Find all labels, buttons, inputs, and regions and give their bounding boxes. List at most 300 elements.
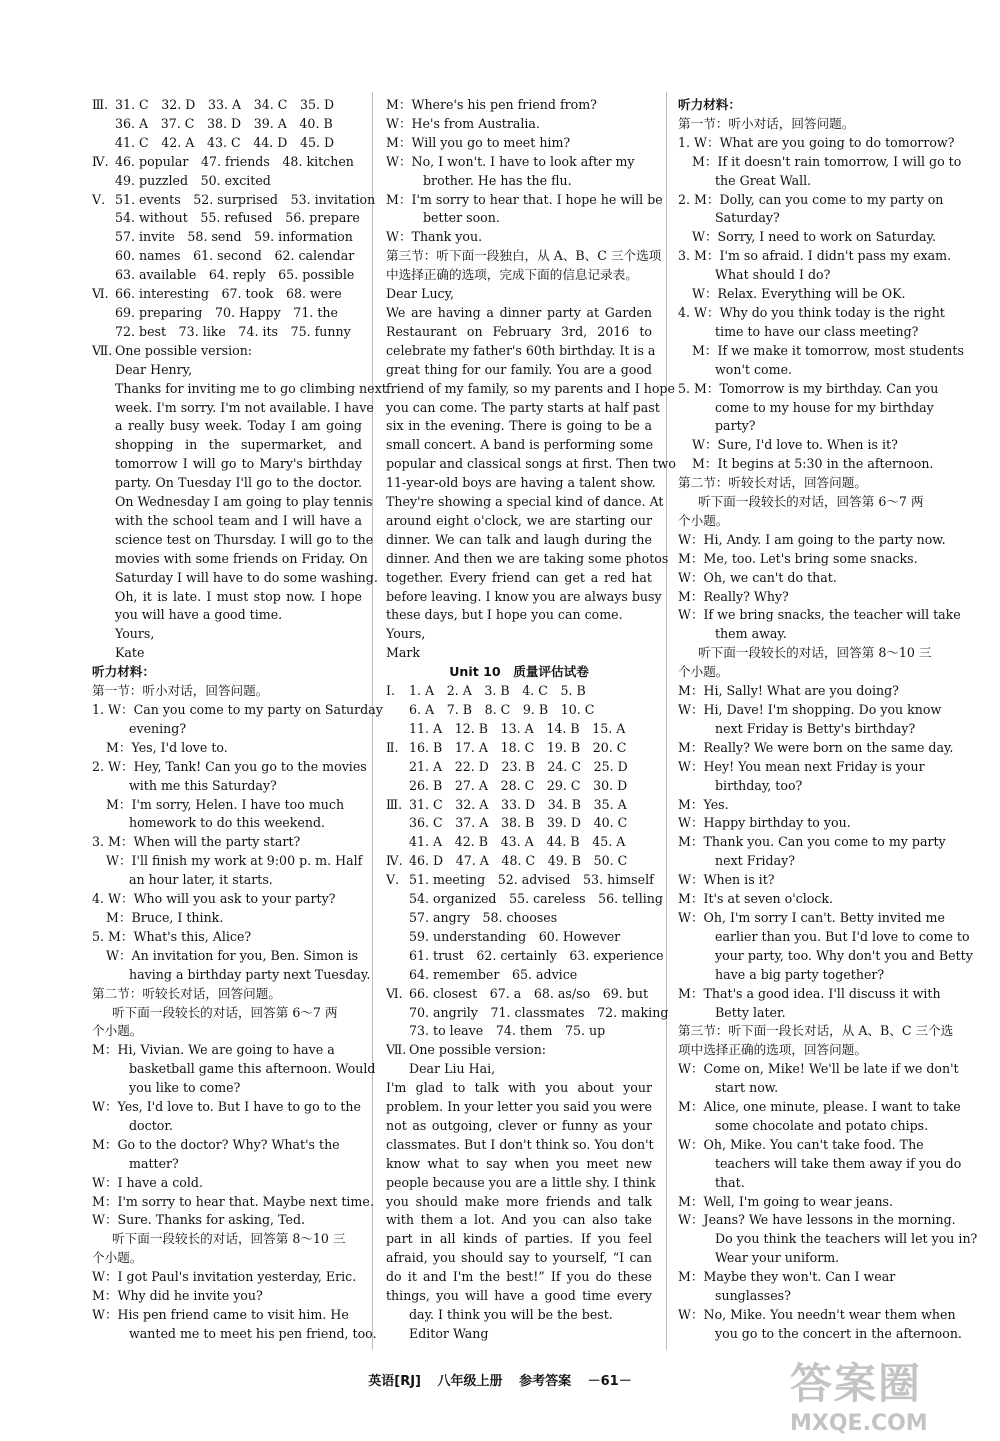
- line-text: Why do you think today is the right: [719, 304, 945, 320]
- text-line: [678, 531, 946, 550]
- line-text: that.: [715, 1174, 745, 1190]
- line-text: 个小题。: [92, 1023, 143, 1039]
- line-label: W：: [678, 531, 704, 547]
- line-text: 66. interesting 67. took 68. were: [115, 286, 342, 302]
- line-text: I'll finish my work at 9:00 p. m. Half: [131, 853, 363, 869]
- line-text: doctor.: [129, 1117, 173, 1133]
- text-line: [678, 1022, 954, 1041]
- text-line: [678, 871, 946, 890]
- text-line: [92, 361, 362, 380]
- line-text: Oh, I'm sorry I can't. Betty invited me: [703, 909, 945, 925]
- text-line: [92, 380, 387, 399]
- text-line: [92, 550, 368, 569]
- line-text: Hi, Sally! What are you doing?: [703, 683, 899, 699]
- text-line: [92, 1249, 362, 1268]
- text-line: [678, 663, 946, 682]
- line-text: If we bring snacks, the teacher will take: [703, 607, 961, 623]
- line-text: 听下面一段较长的对话，回答第 6～7 两: [698, 494, 924, 510]
- text-line: [386, 247, 662, 266]
- text-line: [386, 172, 652, 191]
- text-line: [386, 1155, 652, 1174]
- line-text: Thank you.: [411, 229, 483, 245]
- line-text: What are you going to do tomorrow?: [719, 134, 955, 150]
- line-text: Hey, Tank! Can you go to the movies: [133, 758, 367, 774]
- text-line: [92, 701, 383, 720]
- line-text: party?: [715, 418, 756, 434]
- line-text: 个小题。: [678, 664, 729, 680]
- text-line: [386, 569, 652, 588]
- text-line: [386, 266, 652, 285]
- line-label: W：: [386, 115, 412, 131]
- text-line: [678, 474, 946, 493]
- line-label: W：: [92, 1212, 118, 1228]
- text-line: [678, 644, 946, 663]
- text-line: [678, 493, 946, 512]
- line-text: If it doesn't rain tomorrow, I will go to: [717, 153, 962, 169]
- text-line: [92, 1117, 362, 1136]
- line-text: matter?: [129, 1155, 179, 1171]
- line-text: these days, but I hope you can come.: [386, 607, 623, 623]
- text-line: [92, 1041, 362, 1060]
- line-text: small concert. A band is performing some: [386, 437, 654, 453]
- watermark-logo: [790, 1351, 980, 1436]
- text-line: [678, 625, 946, 644]
- text-line: [678, 852, 946, 871]
- text-line: [92, 1287, 362, 1306]
- line-text: I'm sorry to hear that. Maybe next time.: [117, 1193, 374, 1209]
- text-line: [386, 512, 652, 531]
- line-label: M：: [678, 588, 704, 604]
- line-text: 57. invite 58. send 59. information: [115, 229, 353, 245]
- text-line: [386, 455, 676, 474]
- text-line: [92, 1155, 362, 1174]
- text-line: [386, 399, 660, 418]
- line-text: have a big party together?: [715, 966, 885, 982]
- line-text: 26. B 27. A 28. C 29. C 30. D: [409, 777, 628, 793]
- text-line: [678, 285, 946, 304]
- line-text: dinner. And then we are taking some photos: [386, 550, 669, 566]
- line-text: Dear Lucy,: [386, 286, 455, 302]
- line-label: 5. M：: [92, 928, 134, 944]
- text-line: [678, 588, 946, 607]
- line-text: 11-year-old boys are having a talent show.: [386, 475, 656, 491]
- line-label: W：: [678, 1212, 704, 1228]
- text-line: [678, 1230, 978, 1249]
- line-label: M：: [678, 1269, 704, 1285]
- line-text: you can come. The party starts at half past: [386, 399, 660, 415]
- line-text: Alice, one minute, please. I want to take: [703, 1099, 961, 1115]
- line-text: 16. B 17. A 18. C 19. B 20. C: [409, 739, 627, 755]
- line-text: 51. events 52. surprised 53. invitation: [115, 191, 376, 207]
- text-line: [386, 625, 652, 644]
- line-text: 46. D 47. A 48. C 49. B 50. C: [409, 853, 628, 869]
- text-line: [678, 172, 946, 191]
- line-text: Bruce, I think.: [131, 909, 224, 925]
- line-label: M：: [692, 456, 718, 472]
- line-label: W：: [386, 229, 412, 245]
- text-line: [92, 1268, 362, 1287]
- line-text: Go to the doctor? Why? What's the: [117, 1136, 340, 1152]
- text-line: [678, 228, 946, 247]
- text-line: [386, 531, 652, 550]
- line-label: W：: [678, 607, 704, 623]
- line-label: 4. W：: [92, 891, 134, 907]
- text-line: [386, 380, 675, 399]
- text-line: [92, 1060, 376, 1079]
- line-label: M：: [692, 342, 718, 358]
- line-text: It begins at 5:30 in the afternoon.: [717, 456, 934, 472]
- line-text: One possible version:: [115, 342, 253, 358]
- line-text: 听下面一段较长的对话，回答第 6～7 两: [112, 1004, 338, 1020]
- line-text: homework to do this weekend.: [129, 815, 326, 831]
- text-line: [386, 871, 652, 890]
- text-line: [386, 1174, 656, 1193]
- line-text: His pen friend came to visit him. He: [117, 1307, 349, 1322]
- line-text: dinner. We can talk and laugh during the: [386, 531, 652, 547]
- line-text: 第三节：听下面一段独白，从 A、B、C 三个选项: [386, 248, 662, 264]
- line-text: That's a good idea. I'll discuss it with: [703, 985, 941, 1001]
- line-text: people because you are a little shy. I think: [386, 1174, 656, 1190]
- text-line: [386, 701, 652, 720]
- text-line: [386, 1117, 652, 1136]
- line-label: M：: [386, 97, 412, 112]
- text-line: [386, 1022, 652, 1041]
- line-text: I got Paul's invitation yesterday, Eric.: [117, 1269, 357, 1285]
- line-text: classmates. But I don't think so. You don't: [386, 1136, 654, 1152]
- line-label: Ⅵ.: [92, 286, 109, 302]
- line-text: 第一节：听小对话，回答问题。: [678, 115, 855, 131]
- text-line: [92, 134, 362, 153]
- line-label: M：: [106, 739, 132, 755]
- text-line: [386, 966, 652, 985]
- text-line: [92, 323, 362, 342]
- text-line: [386, 1041, 652, 1060]
- line-text: If we make it tomorrow, most students: [717, 342, 964, 358]
- text-line: [678, 701, 946, 720]
- line-text: 第二节：听较长对话，回答问题。: [678, 475, 867, 491]
- line-text: afraid, you should say to yourself, “I can: [386, 1250, 652, 1266]
- line-text: No, I won't. I have to look after my: [411, 153, 635, 169]
- text-line: [386, 1060, 652, 1079]
- text-line: [92, 928, 362, 947]
- line-label: 2. M：: [678, 191, 720, 207]
- line-label: 5. M：: [678, 380, 720, 396]
- line-label: M：: [92, 1136, 118, 1152]
- line-text: 项中选择正确的选项，回答问题。: [678, 1042, 867, 1058]
- line-text: When is it?: [703, 872, 775, 888]
- line-label: W：: [692, 286, 718, 302]
- line-text: Editor Wang: [409, 1325, 489, 1341]
- line-text: an hour later, it starts.: [129, 872, 273, 888]
- line-text: you will have a good time.: [115, 607, 283, 623]
- text-line: [386, 1004, 669, 1023]
- line-text: Where's his pen friend from?: [411, 97, 597, 112]
- text-line: [386, 1211, 652, 1230]
- line-text: 36. C 37. A 38. B 39. D 40. C: [409, 815, 628, 831]
- line-text: Why did he invite you?: [117, 1288, 263, 1304]
- line-label: M：: [678, 985, 704, 1001]
- line-label: Ⅴ.: [386, 872, 400, 888]
- text-line: [386, 493, 664, 512]
- line-label: M：: [678, 683, 704, 699]
- line-text: 第一节：听小对话，回答问题。: [92, 683, 269, 699]
- line-text: Will you go to meet him?: [411, 134, 571, 150]
- text-line: [92, 342, 362, 361]
- line-text: Really? Why?: [703, 588, 789, 604]
- line-label: W：: [678, 872, 704, 888]
- line-text: six in the evening. There is going to be a: [386, 418, 652, 434]
- text-line: [678, 1117, 946, 1136]
- text-line: [386, 1287, 652, 1306]
- line-text: things, you will have a good time every: [386, 1288, 652, 1304]
- line-label: 2. W：: [92, 758, 134, 774]
- line-label: W：: [692, 229, 718, 245]
- text-line: [678, 720, 946, 739]
- line-text: 59. understanding 60. However: [409, 928, 621, 944]
- line-text: Yours,: [386, 626, 426, 642]
- text-line: [678, 758, 946, 777]
- text-line: [386, 814, 652, 833]
- line-label: 3. M：: [678, 248, 720, 264]
- text-line: [92, 777, 362, 796]
- text-line: [92, 644, 362, 663]
- line-label: W：: [92, 1269, 118, 1285]
- line-text: Jeans? We have lessons in the morning.: [703, 1212, 956, 1228]
- line-text: 1. A 2. A 3. B 4. C 5. B: [409, 683, 586, 699]
- line-text: Yours,: [115, 626, 155, 642]
- text-line: [386, 1325, 652, 1344]
- text-line: [386, 682, 652, 701]
- line-label: Ⅴ.: [92, 191, 106, 207]
- text-line: [386, 1249, 652, 1268]
- line-text: science test on Thursday. I will go to the: [115, 531, 374, 547]
- line-text: Thank you. Can you come to my party: [703, 834, 946, 850]
- line-text: Saturday I will have to do some washing.: [115, 569, 378, 585]
- text-line: [386, 417, 652, 436]
- text-line: [386, 134, 652, 153]
- line-text: 64. remember 65. advice: [409, 966, 578, 982]
- line-text: Tomorrow is my birthday. Can you: [719, 380, 939, 396]
- text-line: [678, 1193, 946, 1212]
- text-line: [92, 1022, 362, 1041]
- line-text: 41. A 42. B 43. A 44. B 45. A: [409, 834, 626, 850]
- text-line: [386, 1193, 652, 1212]
- line-text: part in all kinds of parties. If you feel: [386, 1231, 652, 1247]
- line-text: 个小题。: [92, 1250, 143, 1266]
- line-label: M：: [106, 796, 132, 812]
- text-line: [92, 890, 362, 909]
- text-line: [92, 1211, 362, 1230]
- line-label: 1. W：: [678, 134, 720, 150]
- text-line: [678, 985, 946, 1004]
- text-line: [678, 191, 946, 210]
- text-line: [386, 436, 652, 455]
- footer-subject: 英语[RJ]: [368, 1374, 421, 1389]
- line-label: Ⅶ.: [386, 1042, 407, 1058]
- line-text: On Wednesday I am going to play tennis: [115, 494, 373, 510]
- line-text: Relax. Everything will be OK.: [717, 286, 906, 302]
- text-line: [678, 323, 946, 342]
- text-line: [92, 1230, 362, 1249]
- text-line: [678, 342, 964, 361]
- text-line: [92, 531, 374, 550]
- text-line: [92, 852, 362, 871]
- text-line: [678, 1136, 946, 1155]
- line-text: you like to come?: [129, 1080, 241, 1096]
- text-line: [678, 1098, 961, 1117]
- line-text: not as outgoing, clever or funny as your: [386, 1117, 652, 1133]
- text-line: [92, 1004, 362, 1023]
- line-label: W：: [92, 1174, 118, 1190]
- line-label: W：: [92, 1307, 118, 1322]
- line-label: W：: [678, 569, 704, 585]
- text-line: [386, 777, 652, 796]
- text-line: [92, 228, 362, 247]
- line-label: Ⅳ.: [386, 853, 403, 869]
- text-line: [678, 455, 946, 474]
- text-line: [678, 814, 946, 833]
- line-text: evening?: [129, 720, 187, 736]
- text-line: [678, 947, 973, 966]
- text-line: [678, 909, 946, 928]
- line-text: problem. In your letter you said you were: [386, 1099, 652, 1115]
- line-text: brother. He has the flu.: [423, 172, 572, 188]
- text-line: [92, 625, 362, 644]
- text-line: [92, 96, 362, 115]
- text-line: [92, 1193, 374, 1212]
- line-text: 69. preparing 70. Happy 71. the: [115, 304, 338, 320]
- text-line: [678, 134, 955, 153]
- text-line: [92, 909, 362, 928]
- line-text: know what to say when you meet new: [386, 1155, 652, 1171]
- text-line: [92, 474, 362, 493]
- line-text: 61. trust 62. certainly 63. experience: [409, 947, 664, 963]
- line-text: some chocolate and potato chips.: [715, 1117, 929, 1133]
- line-text: No, Mike. You needn't wear them when: [703, 1307, 956, 1322]
- line-text: a really busy week. Today I am going: [115, 418, 362, 434]
- line-label: Ⅱ.: [386, 739, 399, 755]
- text-line: [92, 833, 362, 852]
- text-line: [386, 1136, 652, 1155]
- text-line: [678, 569, 946, 588]
- text-line: [386, 909, 652, 928]
- text-line: [92, 172, 362, 191]
- line-text: great thing for our family. You are a good: [386, 361, 652, 377]
- text-line: [92, 947, 362, 966]
- text-line: [92, 1098, 362, 1117]
- text-line: [678, 550, 946, 569]
- line-text: Hi, Dave! I'm shopping. Do you know: [703, 702, 942, 717]
- text-line: [92, 455, 362, 474]
- text-line: [92, 720, 362, 739]
- line-text: time to have our class meeting?: [715, 323, 919, 339]
- text-line: [386, 361, 652, 380]
- line-text: Oh, Mike. You can't take food. The: [703, 1136, 924, 1152]
- line-text: Sure. Thanks for asking, Ted.: [117, 1212, 306, 1228]
- line-text: come to my house for my birthday: [715, 399, 934, 415]
- line-label: Ⅰ.: [386, 683, 395, 699]
- column-left: [92, 96, 387, 1344]
- text-line: [386, 474, 656, 493]
- text-line: [386, 550, 669, 569]
- line-text: 第三节：听下面一段长对话，从 A、B、C 三个选: [678, 1023, 954, 1039]
- line-text: What's this, Alice?: [133, 928, 252, 944]
- text-line: [92, 115, 362, 134]
- line-text: Can you come to my party on Saturday: [133, 702, 383, 717]
- line-text: 60. names 61. second 62. calendar: [115, 248, 355, 264]
- line-text: Mark: [386, 645, 421, 661]
- line-text: the Great Wall.: [715, 172, 812, 188]
- line-text: with them a lot. And you can also take: [386, 1212, 652, 1228]
- text-line: [678, 890, 946, 909]
- line-text: won't come.: [715, 361, 793, 377]
- text-line: [92, 1325, 377, 1344]
- line-text: 31. C 32. A 33. D 34. B 35. A: [409, 796, 627, 812]
- text-line: [678, 399, 946, 418]
- line-text: I'm sorry, Helen. I have too much: [131, 796, 345, 812]
- text-line: [92, 569, 378, 588]
- text-line: [678, 1041, 946, 1060]
- text-line: [386, 928, 652, 947]
- line-text: do it and I'm the best!” If you do these: [386, 1269, 652, 1285]
- line-text: Hi, Vivian. We are going to have a: [117, 1042, 335, 1058]
- line-text: tomorrow I will go to Mary's birthday: [115, 456, 362, 472]
- text-line: [92, 663, 362, 682]
- line-text: Oh, we can't do that.: [703, 569, 837, 585]
- text-line: [92, 1306, 362, 1325]
- line-text: birthday, too?: [715, 777, 803, 793]
- line-text: 中选择正确的选项，完成下面的信息记录表。: [386, 267, 638, 283]
- text-line: [92, 796, 362, 815]
- line-text: 66. closest 67. a 68. as/so 69. but: [409, 985, 649, 1001]
- line-text: around eight o'clock, we are starting our: [386, 512, 652, 528]
- line-text: shopping in the supermarket, and: [115, 437, 362, 453]
- text-line: [92, 966, 371, 985]
- text-line: [386, 96, 652, 115]
- line-text: 46. popular 47. friends 48. kitchen: [115, 153, 354, 169]
- text-line: [678, 512, 946, 531]
- line-label: M：: [678, 1193, 704, 1209]
- text-line: [678, 1060, 959, 1079]
- line-text: Dear Liu Hai,: [409, 1061, 496, 1077]
- line-text: 21. A 22. D 23. B 24. C 25. D: [409, 758, 628, 774]
- column-divider-1: [372, 92, 373, 1350]
- line-label: M：: [386, 134, 412, 150]
- line-text: Yes.: [703, 796, 729, 812]
- text-line: [678, 739, 954, 758]
- line-label: Ⅲ.: [386, 796, 403, 812]
- line-text: We are having a dinner party at Garden: [386, 304, 652, 320]
- line-text: Hey! You mean next Friday is your: [703, 758, 925, 774]
- text-line: [678, 304, 946, 323]
- line-text: before leaving. I know you are always busy: [386, 588, 662, 604]
- line-text: 听下面一段较长的对话，回答第 8～10 三: [698, 645, 932, 661]
- line-text: Who will you ask to your party?: [133, 891, 336, 907]
- line-text: Hi, Andy. I am going to the party now.: [703, 531, 946, 547]
- text-line: [386, 796, 652, 815]
- line-text: together. Every friend can get a red hat: [386, 569, 652, 585]
- line-label: 4. W：: [678, 304, 720, 320]
- text-line: [92, 493, 373, 512]
- line-label: M：: [386, 191, 412, 207]
- text-line: [92, 985, 362, 1004]
- line-label: M：: [678, 834, 704, 850]
- line-label: W：: [678, 1061, 704, 1077]
- text-line: [386, 228, 652, 247]
- line-text: Dear Henry,: [115, 361, 193, 377]
- line-label: Ⅶ.: [92, 342, 113, 358]
- text-line: [386, 304, 652, 323]
